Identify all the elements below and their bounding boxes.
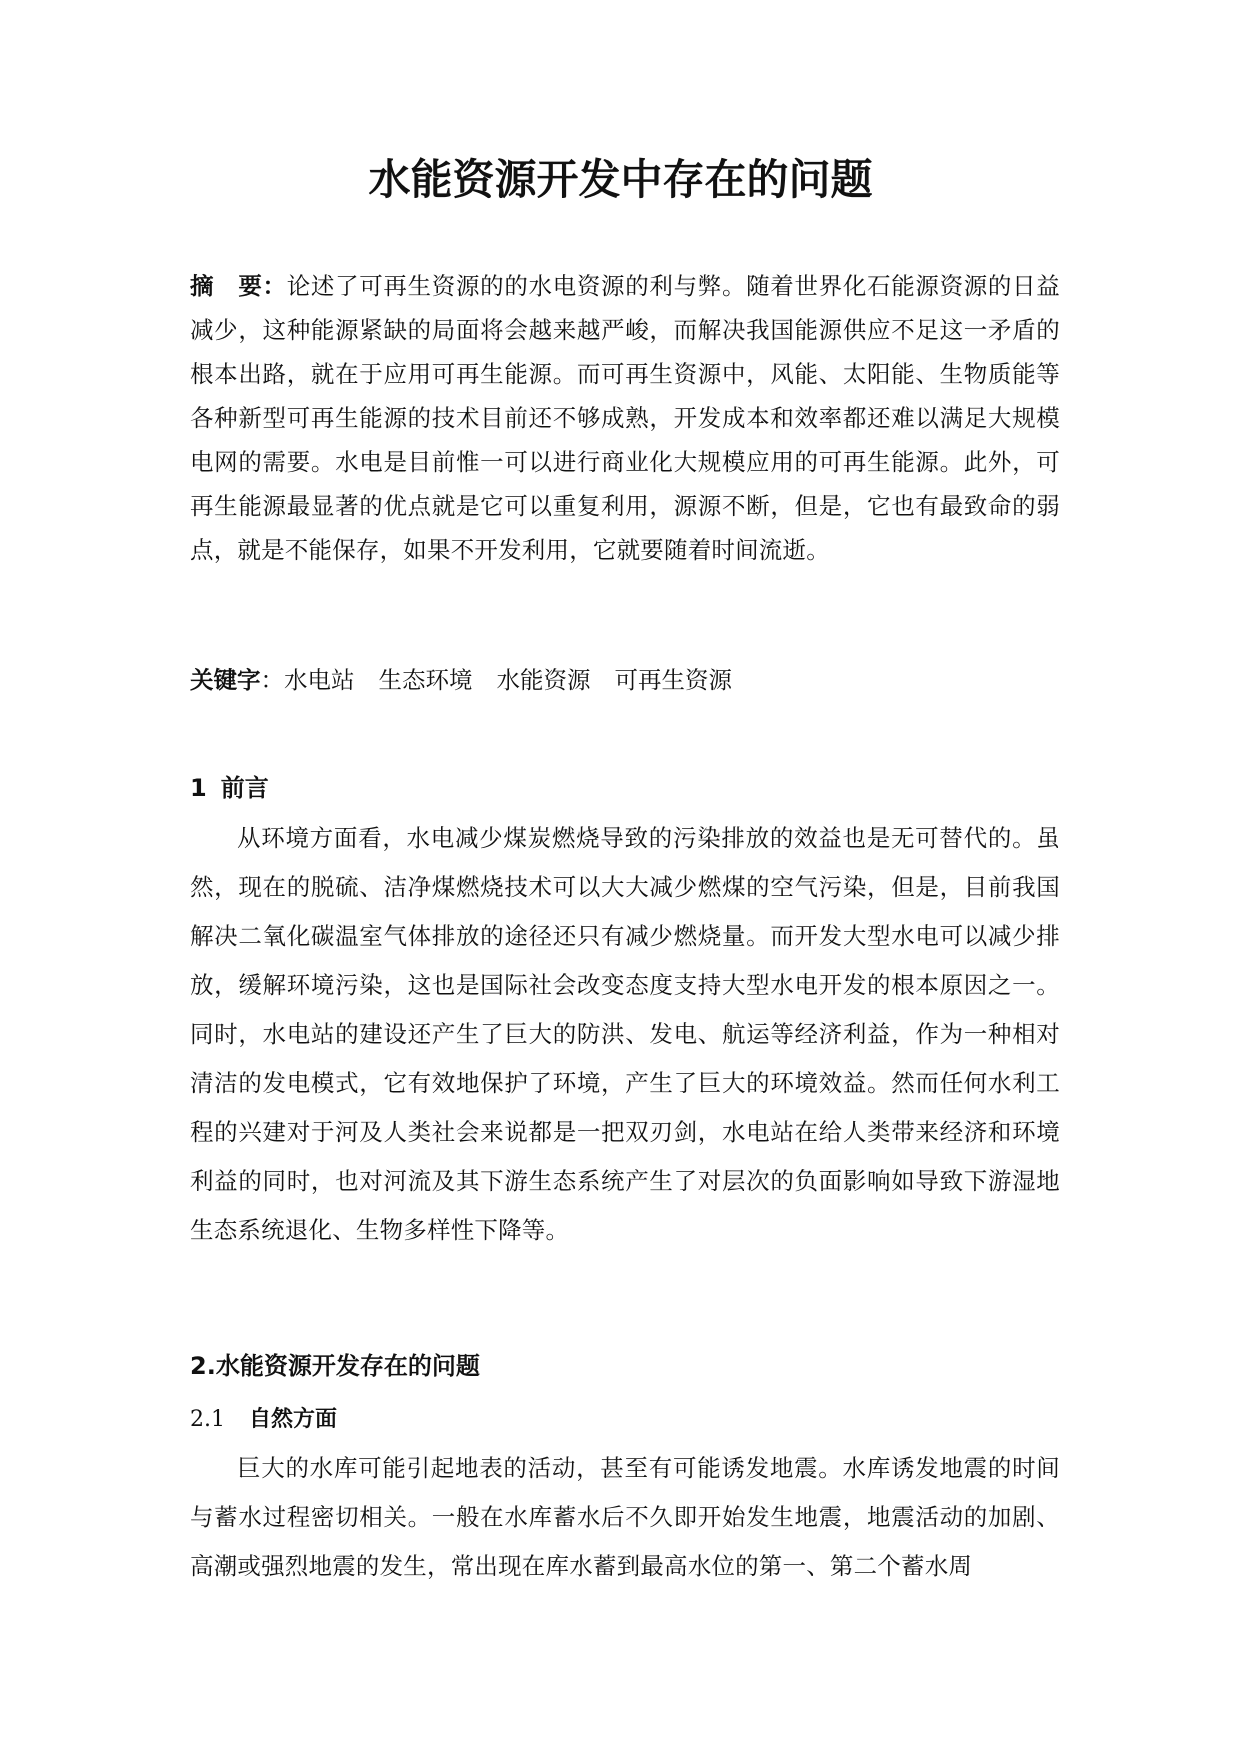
section-2-1-heading: [190, 1400, 337, 1440]
section-1-heading: [190, 768, 269, 808]
section-1-number: 1: [190, 774, 207, 802]
keywords: [190, 658, 1060, 702]
keyword-item: 水电站: [284, 666, 355, 694]
abstract: [190, 264, 1060, 572]
section-2-1-title: 自然方面: [249, 1407, 338, 1432]
keyword-item: 生态环境: [378, 666, 473, 694]
section-1-title: 前言: [220, 774, 269, 802]
section-2-heading: 2.水能资源开发存在的问题: [190, 1352, 480, 1380]
document-title: 水能资源开发中存在的问题: [368, 155, 873, 204]
section-2-1-paragraph: 巨大的水库可能引起地表的活动，甚至有可能诱发地震。水库诱发地震的时间与蓄水过程密切相关。一般在水库蓄水后不久即开始发生地震，地震活动的加剧、高潮或强烈地震的发生，常出现在库水蓄到最高水位的第一、第二个蓄水周: [190, 1454, 1060, 1580]
keyword-item: 可再生资源: [614, 666, 732, 694]
section-2-1-number: 2.1: [190, 1407, 225, 1432]
keyword-item: 水能资源: [496, 666, 591, 694]
keywords-label: 关键字: [190, 666, 261, 694]
abstract-text: 论述了可再生资源的的水电资源的利与弊。随着世界化石能源资源的日益减少，这种能源紧缺的局面将会越来越严峻，而解决我国能源供应不足这一矛盾的根本出路，就在于应用可再生能源。而可再生资源中，风能、太阳能、生物质能等各种新型可再生能源的技术目前还不够成熟，开发成本和效率都还难以满足大规模电网的需要。水电是目前惟一可以进行商业化大规模应用的可再生能源。此外，可再生能源最显著的优点就是它可以重复利用，源源不断，但是，它也有最致命的弱点，就是不能保存，如果不开发利用，它就要随着时间流逝。: [190, 272, 1060, 564]
section-1-paragraph: 从环境方面看，水电减少煤炭燃烧导致的污染排放的效益也是无可替代的。虽然，现在的脱硫、洁净煤燃烧技术可以大大减少燃煤的空气污染，但是，目前我国解决二氧化碳温室气体排放的途径还只有减少燃烧量。而开发大型水电可以减少排放，缓解环境污染，这也是国际社会改变态度支持大型水电开发的根本原因之一。同时，水电站的建设还产生了巨大的防洪、发电、航运等经济利益，作为一种相对清洁的发电模式，它有效地保护了环境，产生了巨大的环境效益。然而任何水利工程的兴建对于河及人类社会来说都是一把双刃剑，水电站在给人类带来经济和环境利益的同时，也对河流及其下游生态系统产生了对层次的负面影响如导致下游湿地生态系统退化、生物多样性下降等。: [190, 824, 1060, 1244]
abstract-label: 摘 要：: [190, 272, 287, 300]
keywords-colon: ：: [260, 666, 284, 694]
